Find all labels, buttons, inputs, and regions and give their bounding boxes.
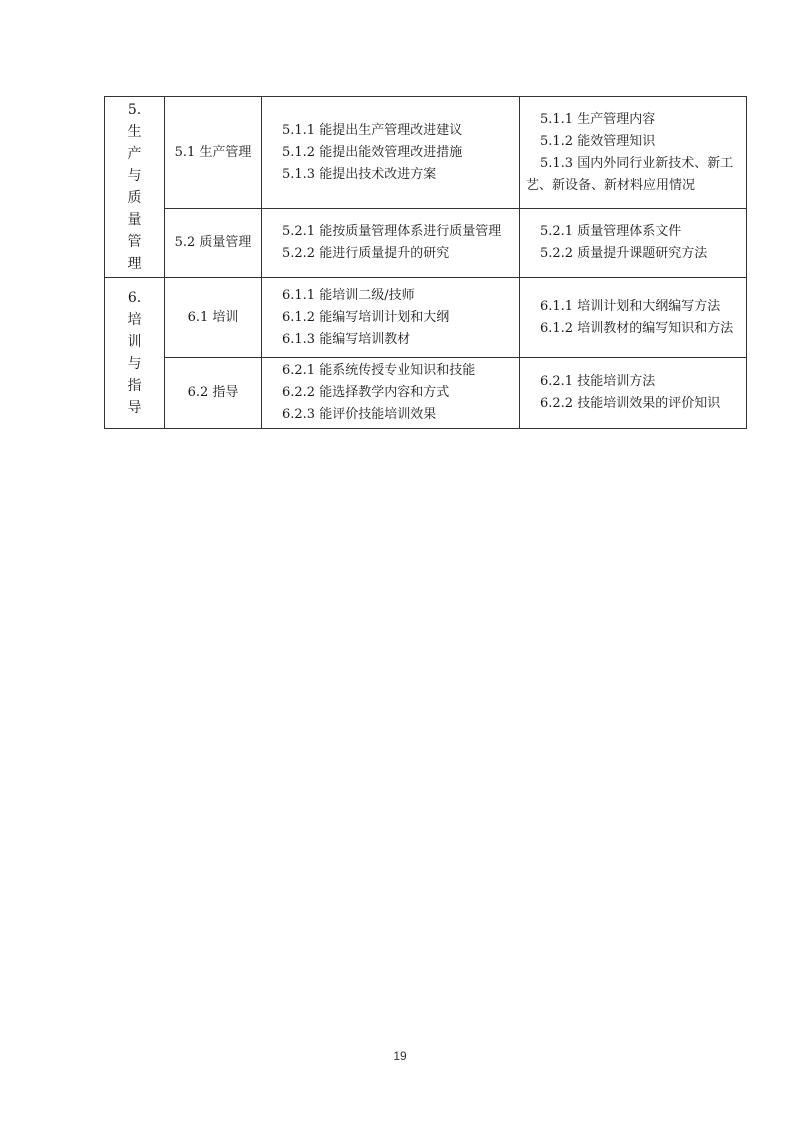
knowledge-item: 6.2.2 技能培训效果的评价知识 xyxy=(540,396,721,411)
table-row xyxy=(105,278,747,358)
work-unit-cell: 6.1 培训 xyxy=(165,278,262,358)
category-char: 与 xyxy=(127,356,142,372)
skill-requirements-cell xyxy=(262,358,520,429)
skill-item: 6.1.3 能编写培训教材 xyxy=(282,331,411,347)
category-cell-training-guidance xyxy=(105,278,165,429)
skill-item: 5.2.2 能进行质量提升的研究 xyxy=(282,246,450,262)
skill-requirements-cell xyxy=(262,97,520,209)
knowledge-requirements-cell xyxy=(520,97,747,209)
skill-item: 5.1.3 能提出技术改进方案 xyxy=(282,166,437,182)
category-char: 量 xyxy=(127,212,142,228)
skill-requirements-cell xyxy=(262,209,520,278)
knowledge-item: 5.1.3 国内外同行业新技术、新工艺、新设备、新材料应用情况 xyxy=(526,155,734,193)
knowledge-item: 6.1.1 培训计划和大纲编写方法 xyxy=(540,298,721,314)
work-unit-cell: 5.2 质量管理 xyxy=(165,209,262,278)
table-row xyxy=(105,358,747,429)
page-number: 19 xyxy=(393,1049,407,1063)
category-char: 培 xyxy=(127,312,142,328)
category-char: 质 xyxy=(127,190,142,206)
skill-requirements-cell xyxy=(262,278,520,358)
category-char: 生 xyxy=(127,124,142,140)
knowledge-item: 5.2.1 质量管理体系文件 xyxy=(540,224,682,240)
knowledge-item: 6.1.2 培训教材的编写知识和方法 xyxy=(540,320,734,336)
work-unit-cell: 6.2 指导 xyxy=(165,358,262,429)
category-char: 6. xyxy=(127,290,142,306)
knowledge-requirements-cell xyxy=(520,358,747,429)
skill-item: 6.1.2 能编写培训计划和大纲 xyxy=(282,309,450,325)
work-unit-cell: 5.1 生产管理 xyxy=(165,97,262,209)
skill-item: 6.2.2 能选择教学内容和方式 xyxy=(282,385,450,400)
category-char: 训 xyxy=(127,334,142,350)
category-char: 产 xyxy=(127,146,142,162)
skill-item: 5.1.1 能提出生产管理改进建议 xyxy=(282,122,463,138)
skill-item: 6.1.1 能培训二级/技师 xyxy=(282,287,415,303)
knowledge-item: 5.2.2 质量提升课题研究方法 xyxy=(540,246,708,262)
knowledge-requirements-cell xyxy=(520,278,747,358)
skill-item: 5.2.1 能按质量管理体系进行质量管理 xyxy=(282,224,502,240)
category-char: 理 xyxy=(127,256,142,272)
knowledge-item: 5.1.1 生产管理内容 xyxy=(540,111,656,127)
category-char: 与 xyxy=(127,168,142,184)
skills-table xyxy=(104,96,747,429)
table-row xyxy=(105,209,747,278)
knowledge-item: 6.2.1 技能培训方法 xyxy=(540,374,656,389)
skill-item: 6.2.3 能评价技能培训效果 xyxy=(282,407,437,422)
category-char: 管 xyxy=(127,234,142,250)
knowledge-item: 5.1.2 能效管理知识 xyxy=(540,133,656,149)
category-cell-production-quality xyxy=(105,97,165,278)
category-char: 指 xyxy=(127,378,142,394)
category-char: 5. xyxy=(127,102,142,118)
table-row xyxy=(105,97,747,209)
knowledge-requirements-cell xyxy=(520,209,747,278)
skill-item: 5.1.2 能提出能效管理改进措施 xyxy=(282,144,463,160)
category-char: 导 xyxy=(127,400,142,416)
skill-item: 6.2.1 能系统传授专业知识和技能 xyxy=(282,363,476,378)
